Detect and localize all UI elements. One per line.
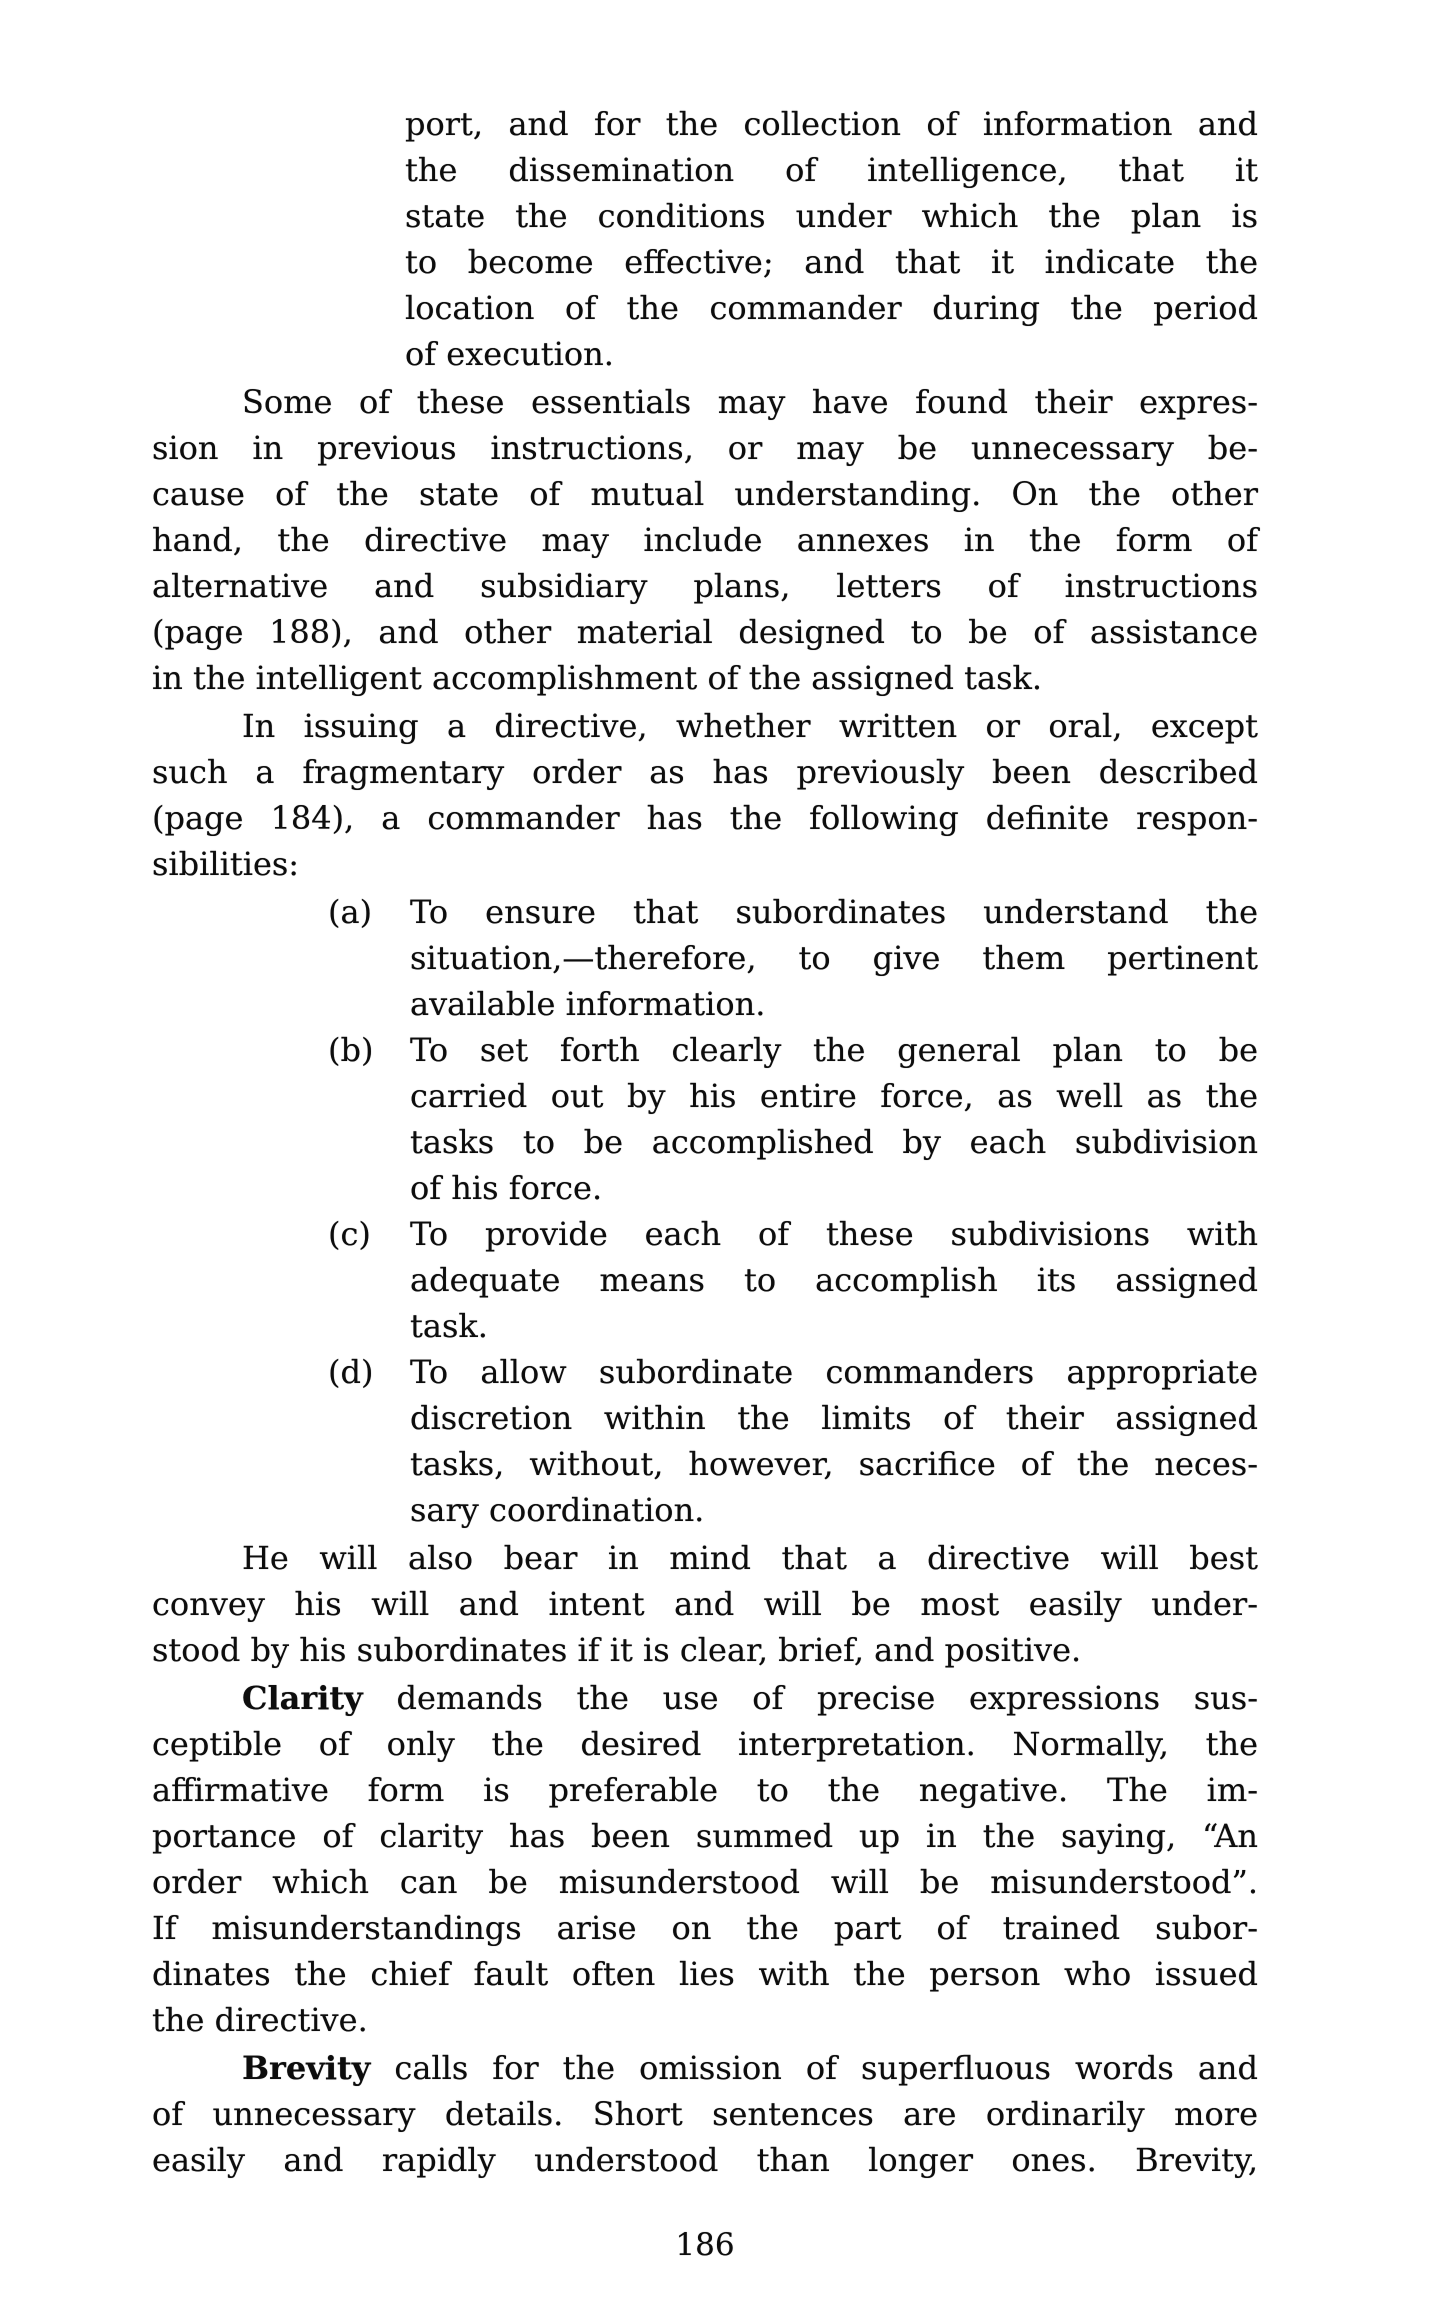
text-line: easily and rapidly understood than longer ones. Brevity, bbox=[152, 2141, 1258, 2179]
text-line: To ensure that subordinates understand the bbox=[410, 893, 1258, 931]
text-line: sary coordination. bbox=[410, 1491, 705, 1529]
list-marker-b: (b) bbox=[328, 1031, 374, 1069]
text-line: cause of the state of mutual understanding. On the other bbox=[152, 475, 1258, 513]
text-line: If misunderstandings arise on the part of trained subor- bbox=[152, 1909, 1258, 1947]
text-line: sibilities: bbox=[152, 845, 300, 883]
text-line: To allow subordinate commanders appropriate bbox=[410, 1353, 1258, 1391]
list-item-text bbox=[410, 1027, 1258, 1211]
text-line: order which can be misunderstood will be misunderstood”. bbox=[152, 1863, 1258, 1901]
text-line: in the intelligent accomplishment of the assigned task. bbox=[152, 659, 1043, 697]
list-item-text bbox=[410, 889, 1258, 1027]
text-line: of execution. bbox=[405, 335, 614, 373]
text-line: alternative and subsidiary plans, letters of instructions bbox=[152, 567, 1258, 605]
paragraph-some-essentials bbox=[152, 379, 1258, 701]
text-line: portance of clarity has been summed up in the saying, “An bbox=[152, 1817, 1258, 1855]
text-line: convey his will and intent and will be most easily under- bbox=[152, 1585, 1258, 1623]
text-line: carried out by his entire force, as well as the bbox=[410, 1077, 1258, 1115]
line-rest: demands the use of precise expressions sus- bbox=[396, 1679, 1259, 1717]
page-number: 186 bbox=[675, 2227, 735, 2263]
bold-lead-word: Clarity bbox=[242, 1679, 363, 1717]
text-line: ceptible of only the desired interpretation. Normally, the bbox=[152, 1725, 1258, 1763]
list-item-text bbox=[410, 1211, 1258, 1349]
text-line: task. bbox=[410, 1307, 488, 1345]
paragraph-brevity bbox=[152, 2045, 1258, 2183]
text-line: To set forth clearly the general plan to be bbox=[410, 1031, 1258, 1069]
text-line: such a fragmentary order as has previously been described bbox=[152, 753, 1258, 791]
text-line: (page 188), and other material designed to be of assistance bbox=[152, 613, 1258, 651]
text-line: tasks, without, however, sacrifice of the neces- bbox=[410, 1445, 1258, 1483]
bold-lead-word: Brevity bbox=[242, 2049, 371, 2087]
line-rest: calls for the omission of superfluous words and bbox=[394, 2049, 1259, 2087]
text-line: the directive. bbox=[152, 2001, 368, 2039]
text-line: hand, the directive may include annexes in the form of bbox=[152, 521, 1258, 559]
text-line: of unnecessary details. Short sentences are ordinarily more bbox=[152, 2095, 1258, 2133]
text-line: port, and for the collection of information and bbox=[405, 105, 1258, 143]
text-line: the dissemination of intelligence, that it bbox=[405, 151, 1258, 189]
list-item-c bbox=[152, 1211, 1258, 1349]
list-item-b bbox=[152, 1027, 1258, 1211]
text-line: stood by his subordinates if it is clear, brief, and positive. bbox=[152, 1631, 1082, 1669]
list-item-d bbox=[152, 1349, 1258, 1533]
list-marker-a: (a) bbox=[328, 893, 373, 931]
text-line: In issuing a directive, whether written or oral, except bbox=[242, 707, 1258, 745]
list-marker-c: (c) bbox=[328, 1215, 371, 1253]
text-line: To provide each of these subdivisions with bbox=[410, 1215, 1258, 1253]
text-line: dinates the chief fault often lies with the person who issued bbox=[152, 1955, 1258, 1993]
text-line: Some of these essentials may have found their expres- bbox=[242, 383, 1258, 421]
text-line: (page 184), a commander has the following definite respon- bbox=[152, 799, 1258, 837]
text-line: sion in previous instructions, or may be unnecessary be- bbox=[152, 429, 1258, 467]
continued-list-text bbox=[152, 101, 1258, 377]
text-line: adequate means to accomplish its assigned bbox=[410, 1261, 1258, 1299]
list-item-a bbox=[152, 889, 1258, 1027]
text-line: of his force. bbox=[410, 1169, 603, 1207]
text-line: available information. bbox=[410, 985, 766, 1023]
text-line: situation,—therefore, to give them pertinent bbox=[410, 939, 1258, 977]
text-line bbox=[152, 2045, 1258, 2091]
responsibilities-list bbox=[152, 889, 1258, 1533]
text-line bbox=[152, 1675, 1258, 1721]
paragraph-clarity bbox=[152, 1675, 1258, 2043]
text-line: tasks to be accomplished by each subdivision bbox=[410, 1123, 1258, 1161]
text-line: discretion within the limits of their assigned bbox=[410, 1399, 1258, 1437]
list-marker-d: (d) bbox=[328, 1353, 374, 1391]
text-line: He will also bear in mind that a directive will best bbox=[242, 1539, 1258, 1577]
list-item-text bbox=[410, 1349, 1258, 1533]
text-line: state the conditions under which the plan is bbox=[405, 197, 1258, 235]
text-line: affirmative form is preferable to the negative. The im- bbox=[152, 1771, 1258, 1809]
text-line: location of the commander during the period bbox=[405, 289, 1258, 327]
paragraph-in-issuing bbox=[152, 703, 1258, 887]
paragraph-he-will-also bbox=[152, 1535, 1258, 1673]
page-text bbox=[152, 101, 1258, 2183]
text-line: to become effective; and that it indicate the bbox=[405, 243, 1258, 281]
